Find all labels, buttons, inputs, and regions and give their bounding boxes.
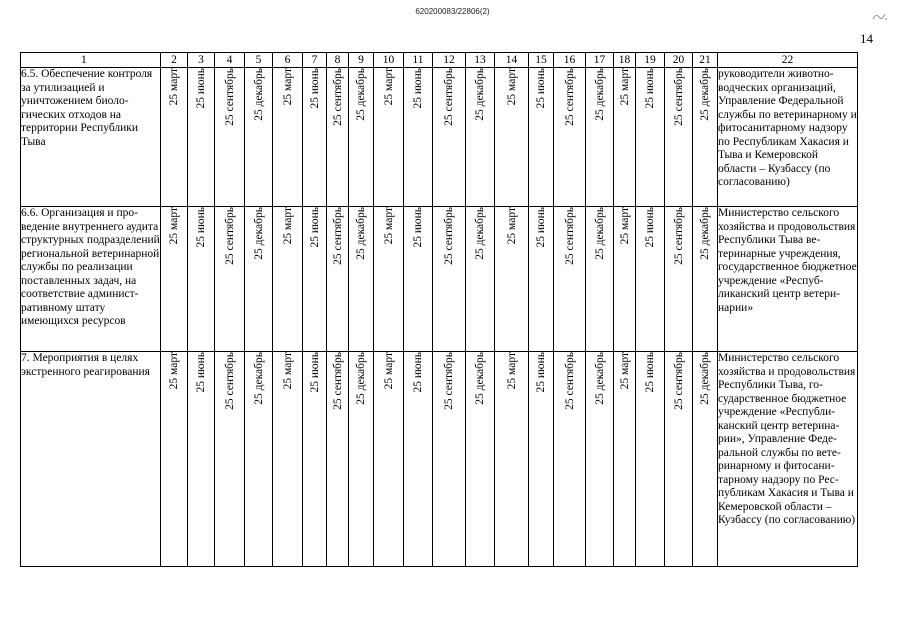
- date-label: 25 март: [505, 352, 518, 390]
- date-label: 25 июнь: [195, 207, 207, 248]
- col-number-22: 22: [718, 53, 858, 68]
- date-cell: [433, 352, 466, 567]
- page-number: 14: [860, 31, 873, 46]
- date-label: 25 сентябрь: [223, 68, 236, 126]
- date-cell: [349, 207, 374, 352]
- date-label: 25 декабрь: [355, 352, 367, 405]
- date-cell: [188, 352, 215, 567]
- table-row: [21, 352, 858, 567]
- date-cell: [327, 68, 349, 207]
- date-cell: [374, 68, 404, 207]
- table-row: [21, 207, 858, 352]
- date-cell: [273, 207, 303, 352]
- date-cell: [303, 68, 327, 207]
- date-cell: [404, 207, 433, 352]
- date-label: 25 декабрь: [474, 68, 486, 121]
- date-label: 25 декабрь: [699, 352, 711, 405]
- date-cell: [466, 207, 495, 352]
- date-cell: [665, 352, 693, 567]
- date-label: 25 сентябрь: [443, 352, 455, 410]
- date-label: 25 декабрь: [355, 207, 367, 260]
- date-label: 25 июнь: [535, 207, 547, 248]
- date-cell: [245, 68, 273, 207]
- col-number-7: 7: [303, 53, 327, 68]
- date-label: 25 март: [618, 68, 631, 106]
- date-cell: [554, 207, 586, 352]
- col-number-14: 14: [495, 53, 529, 68]
- responsible-cell: руководители животноводческих организаций, Управление Федеральной службы по ветеринарному и фитосанитарному надзору по Республикам Хакасия и Тыва и Кемеровской области – Кузбассу (по согласованию): [718, 68, 858, 207]
- col-number-15: 15: [529, 53, 554, 68]
- date-cell: [693, 207, 718, 352]
- responsible-cell: Министерство сельского хозяйства и продовольствия Республики Тыва ветеринарные учреждения, государственное бюджетное учреждение «Республиканский центр ветеринарии»: [718, 207, 858, 352]
- date-cell: [374, 207, 404, 352]
- date-label: 25 декабрь: [593, 207, 606, 260]
- date-label: 25 сентябрь: [672, 68, 685, 126]
- col-number-4: 4: [215, 53, 245, 68]
- date-cell: [466, 68, 495, 207]
- date-label: 25 март: [618, 352, 631, 390]
- plan-table: [20, 52, 858, 567]
- date-cell: [693, 68, 718, 207]
- col-number-12: 12: [433, 53, 466, 68]
- date-cell: [636, 68, 665, 207]
- date-cell: [529, 352, 554, 567]
- date-cell: [529, 207, 554, 352]
- date-cell: [586, 207, 614, 352]
- date-label: 25 сентябрь: [443, 68, 455, 126]
- date-label: 25 март: [618, 207, 631, 245]
- col-number-10: 10: [374, 53, 404, 68]
- date-label: 25 март: [281, 207, 294, 245]
- date-label: 25 сентябрь: [223, 352, 236, 410]
- col-number-9: 9: [349, 53, 374, 68]
- date-cell: [327, 352, 349, 567]
- date-cell: [529, 68, 554, 207]
- date-label: 25 март: [168, 207, 180, 245]
- col-number-17: 17: [586, 53, 614, 68]
- col-number-8: 8: [327, 53, 349, 68]
- date-cell: [273, 352, 303, 567]
- date-cell: [349, 352, 374, 567]
- date-label: 25 март: [382, 207, 395, 245]
- date-label: 25 март: [382, 352, 395, 390]
- date-cell: [693, 352, 718, 567]
- col-number-2: 2: [161, 53, 188, 68]
- date-cell: [349, 68, 374, 207]
- date-cell: [636, 207, 665, 352]
- date-cell: [614, 68, 636, 207]
- date-cell: [495, 207, 529, 352]
- date-label: 25 июнь: [535, 352, 547, 393]
- date-label: 25 сентябрь: [563, 352, 576, 410]
- date-cell: [188, 68, 215, 207]
- date-label: 25 март: [281, 68, 294, 106]
- date-label: 25 июнь: [195, 352, 207, 393]
- col-number-16: 16: [554, 53, 586, 68]
- activity-cell: 6.5. Обеспечение контроля за утилизацией и уничтожением биологических отходов на территории Республики Тыва: [21, 68, 161, 207]
- date-label: 25 июнь: [412, 68, 424, 109]
- date-cell: [404, 68, 433, 207]
- date-cell: [636, 352, 665, 567]
- date-label: 25 июнь: [308, 68, 321, 109]
- date-label: 25 июнь: [412, 352, 424, 393]
- document-id: 620200083/22806(2): [415, 7, 490, 16]
- date-label: 25 декабрь: [474, 207, 486, 260]
- date-label: 25 сентябрь: [563, 207, 576, 265]
- date-label: 25 март: [505, 68, 518, 106]
- date-label: 25 сентябрь: [672, 207, 685, 265]
- date-cell: [161, 68, 188, 207]
- date-label: 25 июнь: [412, 207, 424, 248]
- date-label: 25 сентябрь: [331, 352, 344, 410]
- date-cell: [466, 352, 495, 567]
- corner-mark-icon: [872, 10, 888, 22]
- date-cell: [495, 352, 529, 567]
- header-row: [21, 53, 858, 68]
- date-label: 25 декабрь: [593, 352, 606, 405]
- col-number-20: 20: [665, 53, 693, 68]
- date-label: 25 декабрь: [355, 68, 367, 121]
- date-label: 25 март: [505, 207, 518, 245]
- date-label: 25 сентябрь: [672, 352, 685, 410]
- date-cell: [374, 352, 404, 567]
- date-cell: [614, 352, 636, 567]
- activity-cell: 6.6. Организация и проведение внутреннего аудита структурных подразделений региональной ветеринарной службы по реализации поставленных задач, на соответствие административному штату имеющихся ресурсов: [21, 207, 161, 352]
- date-cell: [161, 207, 188, 352]
- date-cell: [215, 68, 245, 207]
- col-number-13: 13: [466, 53, 495, 68]
- date-label: 25 июнь: [644, 352, 656, 393]
- date-label: 25 сентябрь: [223, 207, 236, 265]
- col-number-21: 21: [693, 53, 718, 68]
- date-label: 25 декабрь: [699, 207, 711, 260]
- date-label: 25 сентябрь: [331, 68, 344, 126]
- date-cell: [245, 207, 273, 352]
- date-label: 25 декабрь: [252, 68, 265, 121]
- date-label: 25 июнь: [644, 68, 656, 109]
- date-cell: [665, 68, 693, 207]
- date-cell: [245, 352, 273, 567]
- date-label: 25 июнь: [308, 352, 321, 393]
- date-cell: [554, 352, 586, 567]
- date-label: 25 декабрь: [699, 68, 711, 121]
- date-cell: [273, 68, 303, 207]
- date-cell: [433, 207, 466, 352]
- date-cell: [586, 68, 614, 207]
- date-label: 25 март: [168, 352, 180, 390]
- date-cell: [554, 68, 586, 207]
- date-cell: [665, 207, 693, 352]
- date-label: 25 июнь: [195, 68, 207, 109]
- col-number-6: 6: [273, 53, 303, 68]
- responsible-cell: Министерство сельского хозяйства и продовольствия Республики Тыва, государственное бюджетное учреждение «Республиканский центр ветеринарии», Управление Федеральной службы по ветеринарному и фитосанитарному надзору по Республикам Хакасия и Тыва и Кемеровской области – Кузбассу (по согласованию): [718, 352, 858, 567]
- date-label: 25 декабрь: [474, 352, 486, 405]
- table-row: [21, 68, 858, 207]
- date-label: 25 март: [382, 68, 395, 106]
- date-label: 25 сентябрь: [563, 68, 576, 126]
- date-label: 25 июнь: [644, 207, 656, 248]
- date-cell: [188, 207, 215, 352]
- col-number-11: 11: [404, 53, 433, 68]
- date-cell: [404, 352, 433, 567]
- date-cell: [433, 68, 466, 207]
- date-label: 25 декабрь: [252, 352, 265, 405]
- activity-cell: 7. Мероприятия в целях экстренного реагирования: [21, 352, 161, 567]
- col-number-3: 3: [188, 53, 215, 68]
- date-cell: [303, 352, 327, 567]
- date-label: 25 июнь: [308, 207, 321, 248]
- date-label: 25 декабрь: [593, 68, 606, 121]
- date-label: 25 март: [168, 68, 180, 106]
- date-label: 25 март: [281, 352, 294, 390]
- date-label: 25 сентябрь: [331, 207, 344, 265]
- date-cell: [303, 207, 327, 352]
- date-label: 25 декабрь: [252, 207, 265, 260]
- col-number-5: 5: [245, 53, 273, 68]
- col-number-19: 19: [636, 53, 665, 68]
- date-cell: [215, 352, 245, 567]
- date-cell: [614, 207, 636, 352]
- col-number-18: 18: [614, 53, 636, 68]
- date-cell: [161, 352, 188, 567]
- date-cell: [215, 207, 245, 352]
- date-label: 25 июнь: [535, 68, 547, 109]
- date-label: 25 сентябрь: [443, 207, 455, 265]
- col-number-1: 1: [21, 53, 161, 68]
- date-cell: [327, 207, 349, 352]
- date-cell: [495, 68, 529, 207]
- date-cell: [586, 352, 614, 567]
